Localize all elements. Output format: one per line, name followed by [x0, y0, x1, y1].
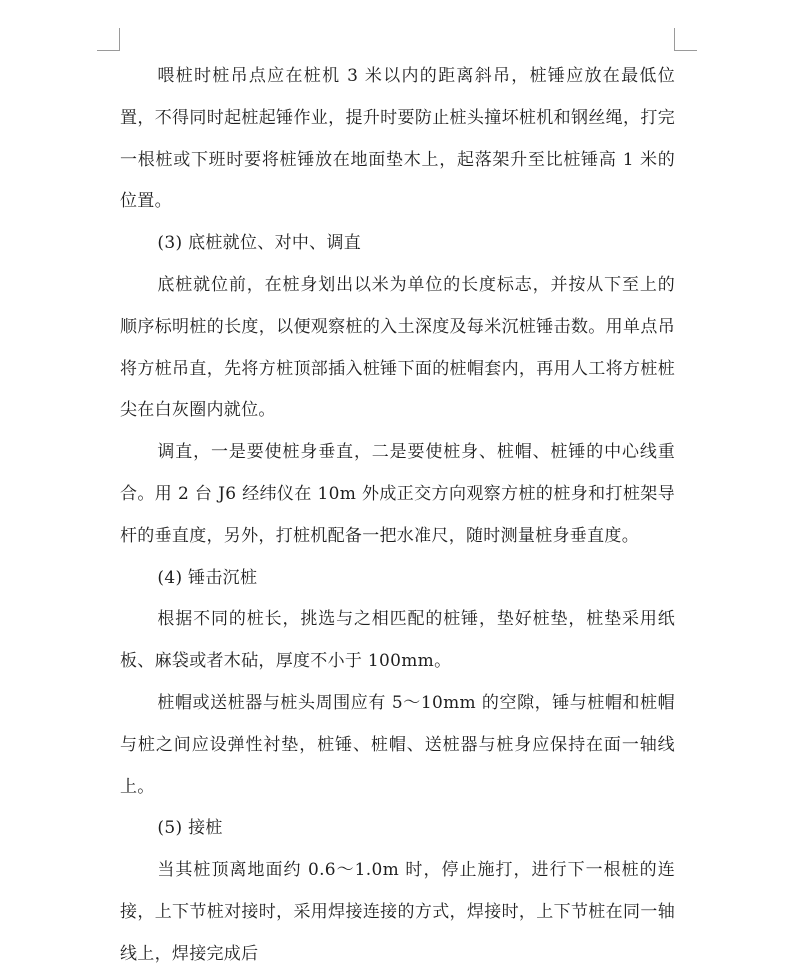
section-heading: (4) 锤击沉桩: [157, 567, 258, 588]
page-corner-mark-left: [97, 28, 120, 51]
document-body: [120, 56, 675, 976]
paragraph: 调直，一是要使桩身垂直，二是要使桩身、桩帽、桩锤的中心线重合。用 2 台 J6 经纬仪在 10m 外成正交方向观察方桩的桩身和打桩架导杆的垂直度，另外，打桩机配备一把水准尺，随时测量桩身垂直度。: [120, 442, 675, 546]
paragraph: 底桩就位前，在桩身划出以米为单位的长度标志，并按从下至上的顺序标明桩的长度，以便观察桩的入土深度及每米沉桩锤击数。用单点吊将方桩吊直，先将方桩顶部插入桩锤下面的桩帽套内，再用人工将方桩桩尖在白灰圈内就位。: [120, 274, 675, 421]
section-heading: (5) 接桩: [157, 818, 223, 839]
paragraph: 喂桩时桩吊点应在桩机 3 米以内的距离斜吊，桩锤应放在最低位置，不得同时起桩起锤作业，提升时要防止桩头撞坏桩机和钢丝绳，打完一根桩或下班时要将桩锤放在地面垫木上，起落架升至比桩锤高 1 米的位置。: [120, 66, 675, 212]
paragraph: 当其桩顶离地面约 0.6～1.0m 时，停止施打，进行下一根桩的连接，上下节桩对接时，采用焊接连接的方式，焊接时，上下节桩在同一轴线上，焊接完成后: [120, 860, 675, 964]
section-heading: (3) 底桩就位、对中、调直: [157, 233, 362, 254]
paragraph: 桩帽或送桩器与桩头周围应有 5～10mm 的空隙，锤与桩帽和桩帽与桩之间应设弹性衬垫，桩锤、桩帽、送桩器与桩身应保持在面一轴线上。: [120, 692, 675, 797]
paragraph: 根据不同的桩长，挑选与之相匹配的桩锤，垫好桩垫，桩垫采用纸板、麻袋或者木砧，厚度不小于 100mm。: [120, 609, 675, 672]
page-corner-mark-right: [674, 28, 697, 51]
